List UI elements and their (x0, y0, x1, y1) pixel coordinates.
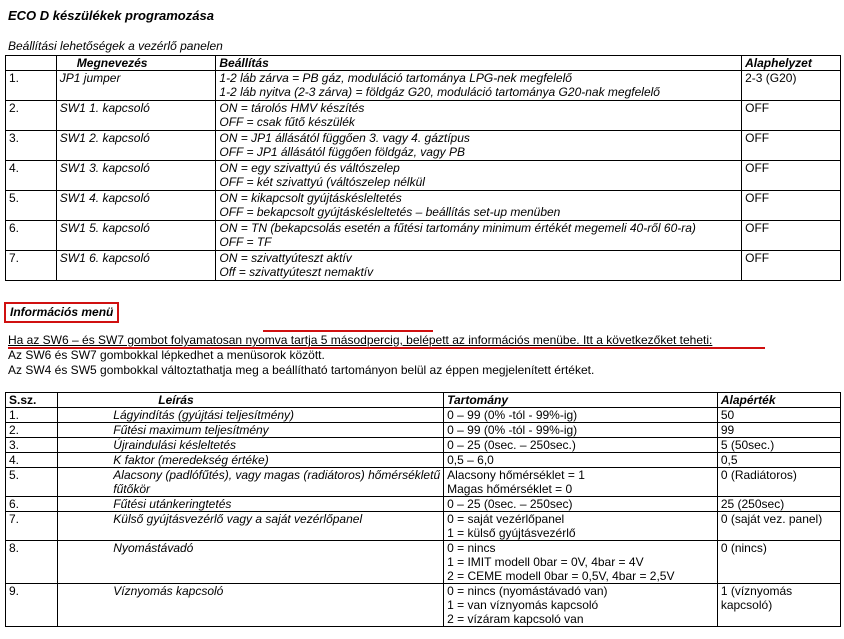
info-range-line: 1 = IMIT modell 0bar = 0V, 4bar = 4V (447, 555, 644, 569)
settings-default: OFF (742, 221, 841, 251)
settings-default: OFF (742, 251, 841, 281)
info-num: 6. (6, 497, 58, 512)
info-range-line: 0 – 25 (0sec. – 250sec.) (447, 438, 576, 452)
settings-table (5, 55, 841, 281)
info-row (6, 453, 841, 468)
info-desc-line: Külső gyújtásvezérlő vagy a saját vezérlőpanel (113, 512, 363, 526)
info-default-line: 5 (50sec.) (720, 438, 775, 452)
settings-setting (216, 191, 742, 221)
info-desc (58, 497, 444, 512)
settings-header-num (6, 56, 57, 71)
info-range-line: Alacsony hőmérséklet = 1 (447, 468, 585, 482)
settings-name: SW1 2. kapcsoló (56, 131, 216, 161)
settings-default: OFF (742, 191, 841, 221)
info-range (444, 453, 718, 468)
info-range (444, 438, 718, 453)
settings-num: 7. (6, 251, 57, 281)
info-range (444, 541, 718, 584)
info-default-line: 25 (250sec) (720, 497, 785, 511)
info-paragraph-2: Az SW6 és SW7 gombokkal lépkedhet a menüsorok között. (8, 348, 325, 362)
info-range (444, 468, 718, 497)
info-default-line: 0 (saját vez. panel) (720, 512, 823, 526)
info-default-line: kapcsoló) (720, 598, 773, 612)
settings-row (6, 191, 841, 221)
info-range (444, 512, 718, 541)
settings-setting-line: ON = kikapcsolt gyújtáskésleltetés (219, 191, 402, 205)
settings-row (6, 71, 841, 101)
settings-setting-line: ON = szivattyúteszt aktív (219, 251, 352, 265)
settings-setting (216, 71, 742, 101)
info-desc-line: Víznyomás kapcsoló (113, 584, 224, 598)
settings-num: 3. (6, 131, 57, 161)
info-header-range: Tartomány (444, 393, 718, 408)
info-num: 2. (6, 423, 58, 438)
info-row (6, 408, 841, 423)
settings-num: 5. (6, 191, 57, 221)
settings-row (6, 101, 841, 131)
info-range-line: 0 = nincs (447, 541, 496, 555)
info-paragraph-3: Az SW4 és SW5 gombokkal változtathatja meg a beállítható tartományon belül az éppen megjelenített értéket. (8, 363, 595, 377)
info-default-line: 99 (720, 423, 735, 437)
info-num: 3. (6, 438, 58, 453)
settings-num: 6. (6, 221, 57, 251)
info-default (717, 423, 840, 438)
settings-name: SW1 3. kapcsoló (56, 161, 216, 191)
info-default-line: 0,5 (720, 453, 738, 467)
info-row (6, 468, 841, 497)
info-range (444, 584, 718, 627)
info-num: 1. (6, 408, 58, 423)
info-num: 9. (6, 584, 58, 627)
info-desc-line: Alacsony (padlófűtés), vagy magas (radiátoros) hőmérsékletű (113, 468, 441, 482)
settings-setting-line: ON = egy szivattyú és váltószelep (219, 161, 400, 175)
settings-setting-line: OFF = két szivattyú (váltószelep nélkül (219, 175, 425, 189)
info-desc (58, 512, 444, 541)
settings-setting-line: OFF = TF (219, 235, 272, 249)
info-range (444, 408, 718, 423)
settings-row (6, 161, 841, 191)
settings-default: 2-3 (G20) (742, 71, 841, 101)
settings-default: OFF (742, 101, 841, 131)
settings-name: SW1 1. kapcsoló (56, 101, 216, 131)
info-desc-line: Lágyindítás (gyújtási teljesítmény) (113, 408, 295, 422)
settings-setting (216, 161, 742, 191)
info-default-line: 50 (720, 408, 735, 422)
settings-setting-line: OFF = JP1 állásától függően földgáz, vagy PB (219, 145, 465, 159)
info-desc (58, 453, 444, 468)
info-num: 5. (6, 468, 58, 497)
info-range-line: 0 = nincs (nyomástávadó van) (447, 584, 608, 598)
settings-setting-line: OFF = csak fűtő készülék (219, 115, 355, 129)
settings-setting-line: 1-2 láb nyitva (2-3 zárva) = földgáz G20, moduláció tartománya G20-nak megfelelő (219, 85, 660, 99)
info-range (444, 497, 718, 512)
info-range (444, 423, 718, 438)
settings-num: 2. (6, 101, 57, 131)
info-desc-line: Fűtési utánkeringtetés (113, 497, 232, 511)
settings-setting (216, 101, 742, 131)
info-default (717, 512, 840, 541)
info-row (6, 423, 841, 438)
settings-table-caption: Beállítási lehetőségek a vezérlő panelen (8, 39, 223, 53)
info-row (6, 584, 841, 627)
info-desc (58, 408, 444, 423)
settings-name: SW1 5. kapcsoló (56, 221, 216, 251)
info-row (6, 438, 841, 453)
info-desc (58, 468, 444, 497)
info-range-line: 0 – 99 (0% -tól - 99%-ig) (447, 408, 578, 422)
info-header-num: S.sz. (6, 393, 58, 408)
settings-name: SW1 4. kapcsoló (56, 191, 216, 221)
info-default (717, 408, 840, 423)
info-menu-heading: Információs menü (4, 302, 119, 323)
settings-setting-line: ON = TN (bekapcsolás esetén a fűtési tartomány minimum értékét megemeli 40-ről 60-ra) (219, 221, 696, 235)
settings-setting-line: ON = JP1 állásától függően 3. vagy 4. gáztípus (219, 131, 470, 145)
info-desc-line: Nyomástávadó (113, 541, 194, 555)
info-num: 8. (6, 541, 58, 584)
info-default (717, 468, 840, 497)
settings-header-setting: Beállítás (216, 56, 742, 71)
info-default-line: 0 (nincs) (720, 541, 767, 555)
document-title: ECO D készülékek programozása (8, 8, 214, 23)
info-default-line: 1 (víznyomás (720, 584, 793, 598)
info-num: 4. (6, 453, 58, 468)
settings-default: OFF (742, 131, 841, 161)
info-range-line: 0 – 99 (0% -tól - 99%-ig) (447, 423, 578, 437)
info-header-default: Alapérték (717, 393, 840, 408)
settings-setting (216, 251, 742, 281)
settings-row (6, 221, 841, 251)
settings-header-name: Megnevezés (56, 56, 216, 71)
info-desc (58, 584, 444, 627)
info-desc-line: Újraindulási késleltetés (113, 438, 237, 452)
info-range-line: 0,5 – 6,0 (447, 453, 494, 467)
red-underline-mark (263, 330, 433, 332)
info-range-line: 0 – 25 (0sec. – 250sec) (447, 497, 573, 511)
info-range-line: 2 = CEME modell 0bar = 0,5V, 4bar = 2,5V (447, 569, 675, 583)
info-range-line: Magas hőmérséklet = 0 (447, 482, 573, 496)
settings-num: 4. (6, 161, 57, 191)
info-range-line: 1 = van víznyomás kapcsoló (447, 598, 599, 612)
info-range-line: 1 = külső gyújtásvezérlő (447, 526, 576, 540)
info-num: 7. (6, 512, 58, 541)
settings-setting-line: ON = tárolós HMV készítés (219, 101, 365, 115)
info-menu-table (5, 392, 841, 627)
info-desc-line: K faktor (meredekség értéke) (113, 453, 269, 467)
settings-num: 1. (6, 71, 57, 101)
info-header-desc: Leírás (58, 393, 444, 408)
settings-setting (216, 131, 742, 161)
info-row (6, 497, 841, 512)
info-range-line: 2 = vízáram kapcsoló van (447, 612, 584, 626)
settings-name: SW1 6. kapcsoló (56, 251, 216, 281)
info-default (717, 541, 840, 584)
info-default (717, 453, 840, 468)
info-default (717, 438, 840, 453)
info-row (6, 512, 841, 541)
info-desc (58, 423, 444, 438)
settings-header-default: Alaphelyzet (742, 56, 841, 71)
info-desc-line: fűtőkör (113, 482, 150, 496)
info-paragraph-1: Ha az SW6 – és SW7 gombot folyamatosan nyomva tartja 5 másodpercig, belépett az információs menübe. Itt a következőket teheti: (8, 333, 713, 347)
info-desc (58, 438, 444, 453)
settings-row (6, 131, 841, 161)
info-header-row (6, 393, 841, 408)
settings-default: OFF (742, 161, 841, 191)
settings-setting (216, 221, 742, 251)
settings-setting-line: Off = szivattyúteszt nemaktív (219, 265, 374, 279)
info-row (6, 541, 841, 584)
info-default (717, 584, 840, 627)
settings-name: JP1 jumper (56, 71, 216, 101)
settings-header-row (6, 56, 841, 71)
settings-setting-line: 1-2 láb zárva = PB gáz, moduláció tartománya LPG-nek megfelelő (219, 71, 572, 85)
info-default-line: 0 (Radiátoros) (720, 468, 797, 482)
info-desc (58, 541, 444, 584)
info-default (717, 497, 840, 512)
info-range-line: 0 = saját vezérlőpanel (447, 512, 565, 526)
settings-row (6, 251, 841, 281)
info-desc-line: Fűtési maximum teljesítmény (113, 423, 269, 437)
settings-setting-line: OFF = bekapcsolt gyújtáskésleltetés – beállítás set-up menüben (219, 205, 561, 219)
